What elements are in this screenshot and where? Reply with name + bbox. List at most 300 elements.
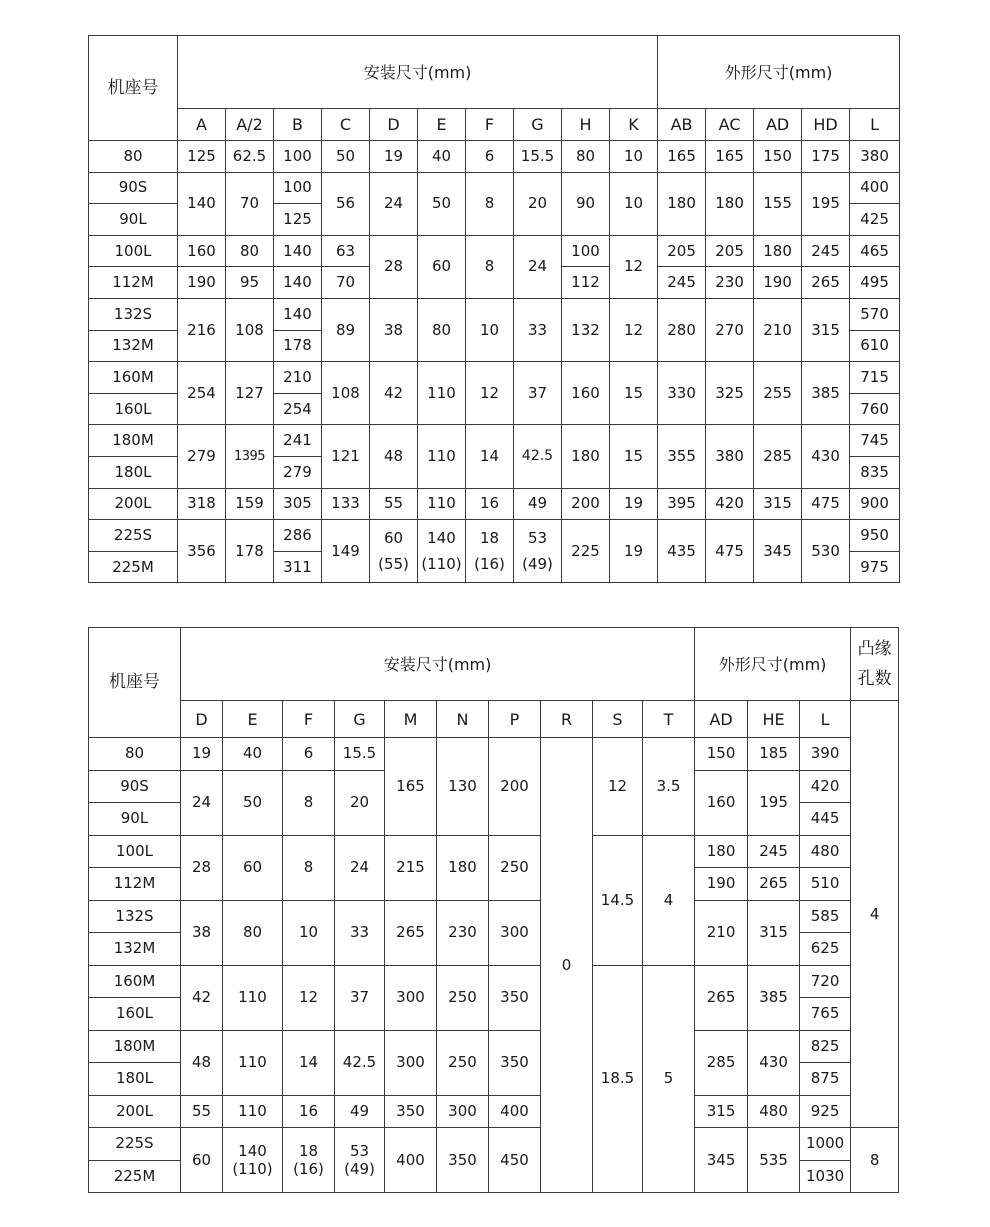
value-main: 60 (383, 529, 404, 548)
frame-cell: 132M (89, 933, 181, 966)
cell-d (370, 520, 418, 583)
cell-c: 50 (322, 141, 370, 173)
cell-b: 100 (274, 141, 322, 173)
cell-a-half: 178 (226, 520, 274, 583)
cell-hd: 385 (802, 362, 850, 425)
cell-g: 20 (514, 172, 562, 235)
cell-f: 8 (466, 235, 514, 298)
cell-ad: 345 (695, 1128, 748, 1193)
frame-cell: 180M (89, 425, 178, 457)
cell-g: 20 (335, 770, 385, 835)
cell-ad: 315 (695, 1095, 748, 1128)
outline-dimensions-header: 外形尺寸(mm) (695, 628, 851, 701)
cell-r: 0 (541, 738, 593, 1193)
cell-ac: 205 (706, 235, 754, 267)
cell-m: 400 (385, 1128, 437, 1193)
cell-b: 254 (274, 393, 322, 425)
cell-k: 15 (610, 362, 658, 425)
cell-he: 315 (748, 900, 800, 965)
cell-he: 195 (748, 770, 800, 835)
cell-a: 254 (178, 362, 226, 425)
outline-dimensions-header: 外形尺寸(mm) (658, 36, 900, 109)
cell-d: 48 (370, 425, 418, 488)
cell-e: 110 (223, 1095, 283, 1128)
value-main: 18 (479, 529, 500, 548)
cell-k: 10 (610, 172, 658, 235)
cell-m: 215 (385, 835, 437, 900)
cell-e: 80 (418, 298, 466, 361)
cell-ab: 395 (658, 488, 706, 520)
col-header-f: F (466, 109, 514, 141)
table-row (89, 298, 900, 330)
col-header-s: S (593, 701, 643, 738)
cell-d: 19 (181, 738, 223, 771)
frame-cell: 90S (89, 770, 181, 803)
cell-g: 49 (335, 1095, 385, 1128)
cell-l: 425 (850, 204, 900, 236)
cell-k: 15 (610, 425, 658, 488)
cell-t: 5 (643, 965, 695, 1193)
flange-holes-header (851, 628, 899, 701)
cell-g (335, 1128, 385, 1193)
frame-cell: 80 (89, 738, 181, 771)
frame-cell: 160M (89, 965, 181, 998)
cell-h: 112 (562, 267, 610, 299)
cell-g: 42.5 (335, 1030, 385, 1095)
cell-d: 42 (370, 362, 418, 425)
cell-k: 19 (610, 520, 658, 583)
col-header-l: L (850, 109, 900, 141)
cell-f: 16 (466, 488, 514, 520)
table-row (89, 362, 900, 394)
cell-a: 279 (178, 425, 226, 488)
cell-ad: 150 (695, 738, 748, 771)
cell-f: 6 (466, 141, 514, 173)
cell-he: 265 (748, 868, 800, 901)
frame-cell: 180L (89, 1063, 181, 1096)
cell-a: 216 (178, 298, 226, 361)
cell-l: 720 (800, 965, 851, 998)
cell-e: 50 (223, 770, 283, 835)
frame-cell: 100L (89, 835, 181, 868)
cell-h: 100 (562, 235, 610, 267)
col-header-m: M (385, 701, 437, 738)
cell-m: 350 (385, 1095, 437, 1128)
cell-a-half: 1395 (226, 425, 274, 488)
cell-ab: 435 (658, 520, 706, 583)
col-header-l: L (800, 701, 851, 738)
cell-l: 610 (850, 330, 900, 362)
cell-b: 311 (274, 551, 322, 583)
cell-ab: 330 (658, 362, 706, 425)
value-main: 18 (298, 1142, 319, 1160)
col-header-k: K (610, 109, 658, 141)
frame-cell: 112M (89, 868, 181, 901)
cell-d: 48 (181, 1030, 223, 1095)
cell-ad: 160 (695, 770, 748, 835)
cell-l: 420 (800, 770, 851, 803)
cell-he: 185 (748, 738, 800, 771)
cell-ad: 285 (754, 425, 802, 488)
dimension-table-1 (88, 35, 900, 583)
cell-c: 121 (322, 425, 370, 488)
cell-f (283, 1128, 335, 1193)
cell-k: 12 (610, 298, 658, 361)
cell-b: 286 (274, 520, 322, 552)
cell-h: 180 (562, 425, 610, 488)
cell-he: 480 (748, 1095, 800, 1128)
cell-a: 190 (178, 267, 226, 299)
cell-l: 1000 (800, 1128, 851, 1161)
frame-cell: 132S (89, 900, 181, 933)
table-row (89, 965, 899, 998)
cell-b: 100 (274, 172, 322, 204)
cell-ad: 255 (754, 362, 802, 425)
cell-a: 318 (178, 488, 226, 520)
cell-g (514, 520, 562, 583)
cell-e: 110 (418, 488, 466, 520)
col-header-a-half: A/2 (226, 109, 274, 141)
cell-l: 835 (850, 456, 900, 488)
frame-cell: 225M (89, 1160, 181, 1193)
cell-ac: 475 (706, 520, 754, 583)
cell-a-half: 80 (226, 235, 274, 267)
cell-e: 60 (418, 235, 466, 298)
cell-g: 33 (514, 298, 562, 361)
cell-g: 37 (514, 362, 562, 425)
frame-cell: 160L (89, 998, 181, 1031)
cell-l: 715 (850, 362, 900, 394)
cell-f: 10 (466, 298, 514, 361)
cell-e: 40 (223, 738, 283, 771)
cell-p: 400 (489, 1095, 541, 1128)
cell-f: 10 (283, 900, 335, 965)
frame-cell: 180L (89, 456, 178, 488)
cell-ad: 180 (695, 835, 748, 868)
cell-c: 133 (322, 488, 370, 520)
cell-ac: 325 (706, 362, 754, 425)
cell-d: 55 (181, 1095, 223, 1128)
cell-f: 8 (283, 835, 335, 900)
col-header-e: E (223, 701, 283, 738)
table-row (89, 1095, 899, 1128)
cell-ad: 285 (695, 1030, 748, 1095)
cell-d: 28 (370, 235, 418, 298)
cell-a-half: 127 (226, 362, 274, 425)
cell-l: 445 (800, 803, 851, 836)
cell-e: 110 (223, 965, 283, 1030)
col-header-he: HE (748, 701, 800, 738)
cell-c: 70 (322, 267, 370, 299)
cell-ac: 165 (706, 141, 754, 173)
cell-s: 18.5 (593, 965, 643, 1193)
cell-f: 16 (283, 1095, 335, 1128)
table-row (89, 1030, 899, 1063)
cell-g: 24 (335, 835, 385, 900)
cell-n: 250 (437, 1030, 489, 1095)
cell-hd: 530 (802, 520, 850, 583)
cell-b: 140 (274, 235, 322, 267)
value-alt: (110) (421, 555, 462, 574)
cell-p: 250 (489, 835, 541, 900)
cell-n: 180 (437, 835, 489, 900)
cell-l: 510 (800, 868, 851, 901)
cell-c: 63 (322, 235, 370, 267)
cell-ab: 245 (658, 267, 706, 299)
cell-n: 130 (437, 738, 489, 836)
cell-n: 230 (437, 900, 489, 965)
cell-g: 24 (514, 235, 562, 298)
cell-he: 430 (748, 1030, 800, 1095)
cell-m: 165 (385, 738, 437, 836)
value-alt: (49) (522, 555, 553, 574)
cell-g: 33 (335, 900, 385, 965)
cell-h: 160 (562, 362, 610, 425)
cell-ad: 345 (754, 520, 802, 583)
cell-f: 8 (466, 172, 514, 235)
cell-f: 14 (466, 425, 514, 488)
cell-l: 950 (850, 520, 900, 552)
frame-cell: 225M (89, 551, 178, 583)
table-row (89, 172, 900, 204)
cell-hd: 475 (802, 488, 850, 520)
cell-b: 241 (274, 425, 322, 457)
cell-d: 55 (370, 488, 418, 520)
cell-n: 350 (437, 1128, 489, 1193)
cell-g: 49 (514, 488, 562, 520)
cell-e (223, 1128, 283, 1193)
col-header-e: E (418, 109, 466, 141)
col-header-ad: AD (695, 701, 748, 738)
col-header-b: B (274, 109, 322, 141)
cell-ad: 265 (695, 965, 748, 1030)
cell-a: 125 (178, 141, 226, 173)
cell-n: 250 (437, 965, 489, 1030)
cell-f: 14 (283, 1030, 335, 1095)
cell-l: 380 (850, 141, 900, 173)
cell-c: 149 (322, 520, 370, 583)
col-header-ad: AD (754, 109, 802, 141)
cell-hd: 175 (802, 141, 850, 173)
cell-d: 24 (370, 172, 418, 235)
cell-l: 760 (850, 393, 900, 425)
cell-t: 3.5 (643, 738, 695, 836)
cell-f: 8 (283, 770, 335, 835)
frame-cell: 132M (89, 330, 178, 362)
cell-ab: 180 (658, 172, 706, 235)
value-main: 140 (238, 1142, 267, 1160)
cell-ad: 180 (754, 235, 802, 267)
frame-cell: 100L (89, 235, 178, 267)
table-row (89, 520, 900, 552)
cell-k: 12 (610, 235, 658, 298)
cell-p: 300 (489, 900, 541, 965)
value-alt: (110) (232, 1160, 273, 1178)
col-header-d: D (370, 109, 418, 141)
value-main: 53 (527, 529, 548, 548)
cell-ac: 270 (706, 298, 754, 361)
cell-b: 279 (274, 456, 322, 488)
cell-ac: 420 (706, 488, 754, 520)
cell-l: 765 (800, 998, 851, 1031)
cell-b: 178 (274, 330, 322, 362)
col-header-a: A (178, 109, 226, 141)
cell-p: 350 (489, 965, 541, 1030)
col-header-g: G (335, 701, 385, 738)
cell-f: 12 (283, 965, 335, 1030)
value-main: 140 (427, 529, 456, 548)
frame-number-header: 机座号 (89, 36, 178, 141)
cell-hd: 430 (802, 425, 850, 488)
cell-l: 570 (850, 298, 900, 330)
cell-b: 305 (274, 488, 322, 520)
cell-a-half: 70 (226, 172, 274, 235)
frame-cell: 90S (89, 172, 178, 204)
value-alt: (49) (344, 1160, 375, 1178)
cell-he: 535 (748, 1128, 800, 1193)
cell-ac: 230 (706, 267, 754, 299)
cell-hd: 315 (802, 298, 850, 361)
cell-l: 900 (850, 488, 900, 520)
cell-l: 745 (850, 425, 900, 457)
cell-ab: 165 (658, 141, 706, 173)
cell-d: 42 (181, 965, 223, 1030)
table-row (89, 1128, 899, 1161)
col-header-h: H (562, 109, 610, 141)
cell-h: 132 (562, 298, 610, 361)
cell-d: 28 (181, 835, 223, 900)
frame-cell: 180M (89, 1030, 181, 1063)
cell-ad: 315 (754, 488, 802, 520)
cell-l: 875 (800, 1063, 851, 1096)
cell-g: 37 (335, 965, 385, 1030)
cell-f: 12 (466, 362, 514, 425)
cell-p: 200 (489, 738, 541, 836)
col-header-g: G (514, 109, 562, 141)
col-header-ab: AB (658, 109, 706, 141)
frame-cell: 200L (89, 1095, 181, 1128)
table-row (89, 900, 899, 933)
cell-e: 110 (418, 425, 466, 488)
cell-hd: 195 (802, 172, 850, 235)
cell-l: 625 (800, 933, 851, 966)
frame-cell: 200L (89, 488, 178, 520)
value-main: 53 (349, 1142, 370, 1160)
cell-l: 825 (800, 1030, 851, 1063)
cell-m: 300 (385, 965, 437, 1030)
col-header-f: F (283, 701, 335, 738)
cell-c: 89 (322, 298, 370, 361)
flange-label-line1: 凸缘 (857, 639, 892, 659)
cell-l: 925 (800, 1095, 851, 1128)
cell-d: 38 (370, 298, 418, 361)
value-alt: (55) (378, 555, 409, 574)
cell-h: 225 (562, 520, 610, 583)
cell-a-half: 159 (226, 488, 274, 520)
frame-cell: 160L (89, 393, 178, 425)
cell-e: 40 (418, 141, 466, 173)
cell-a: 140 (178, 172, 226, 235)
cell-hd: 265 (802, 267, 850, 299)
value-alt: (16) (474, 555, 505, 574)
table-row (89, 835, 899, 868)
frame-cell: 80 (89, 141, 178, 173)
cell-b: 125 (274, 204, 322, 236)
cell-e: 60 (223, 835, 283, 900)
cell-h: 80 (562, 141, 610, 173)
col-header-n: N (437, 701, 489, 738)
table-row (89, 738, 899, 771)
cell-p: 350 (489, 1030, 541, 1095)
cell-k: 10 (610, 141, 658, 173)
col-header-r: R (541, 701, 593, 738)
col-header-c: C (322, 109, 370, 141)
cell-ab: 280 (658, 298, 706, 361)
frame-cell: 112M (89, 267, 178, 299)
col-header-ac: AC (706, 109, 754, 141)
cell-f (466, 520, 514, 583)
cell-n: 300 (437, 1095, 489, 1128)
frame-cell: 225S (89, 1128, 181, 1161)
cell-l: 495 (850, 267, 900, 299)
cell-h: 90 (562, 172, 610, 235)
col-header-hd: HD (802, 109, 850, 141)
cell-l: 585 (800, 900, 851, 933)
cell-a: 356 (178, 520, 226, 583)
cell-l: 465 (850, 235, 900, 267)
cell-d: 60 (181, 1128, 223, 1193)
cell-s: 12 (593, 738, 643, 836)
frame-cell: 225S (89, 520, 178, 552)
cell-l: 400 (850, 172, 900, 204)
cell-s: 14.5 (593, 835, 643, 965)
cell-b: 140 (274, 267, 322, 299)
cell-hd: 245 (802, 235, 850, 267)
dimension-table-2 (88, 627, 899, 1193)
cell-e: 110 (223, 1030, 283, 1095)
table-row (89, 141, 900, 173)
flange-holes-cell: 8 (851, 1128, 899, 1193)
cell-d: 24 (181, 770, 223, 835)
cell-p: 450 (489, 1128, 541, 1193)
cell-m: 300 (385, 1030, 437, 1095)
cell-g: 42.5 (514, 425, 562, 488)
table-row (89, 425, 900, 457)
cell-ad: 190 (695, 868, 748, 901)
cell-a-half: 95 (226, 267, 274, 299)
cell-b: 210 (274, 362, 322, 394)
cell-c: 56 (322, 172, 370, 235)
cell-f: 6 (283, 738, 335, 771)
cell-ad: 155 (754, 172, 802, 235)
cell-g: 15.5 (514, 141, 562, 173)
cell-b: 140 (274, 298, 322, 330)
cell-l: 1030 (800, 1160, 851, 1193)
frame-cell: 132S (89, 298, 178, 330)
cell-h: 200 (562, 488, 610, 520)
cell-ad: 150 (754, 141, 802, 173)
cell-ac: 180 (706, 172, 754, 235)
cell-g: 15.5 (335, 738, 385, 771)
cell-ac: 380 (706, 425, 754, 488)
cell-he: 245 (748, 835, 800, 868)
cell-a-half: 62.5 (226, 141, 274, 173)
cell-t: 4 (643, 835, 695, 965)
cell-he: 385 (748, 965, 800, 1030)
flange-label-line2: 孔数 (857, 669, 892, 689)
cell-a-half: 108 (226, 298, 274, 361)
cell-d: 38 (181, 900, 223, 965)
